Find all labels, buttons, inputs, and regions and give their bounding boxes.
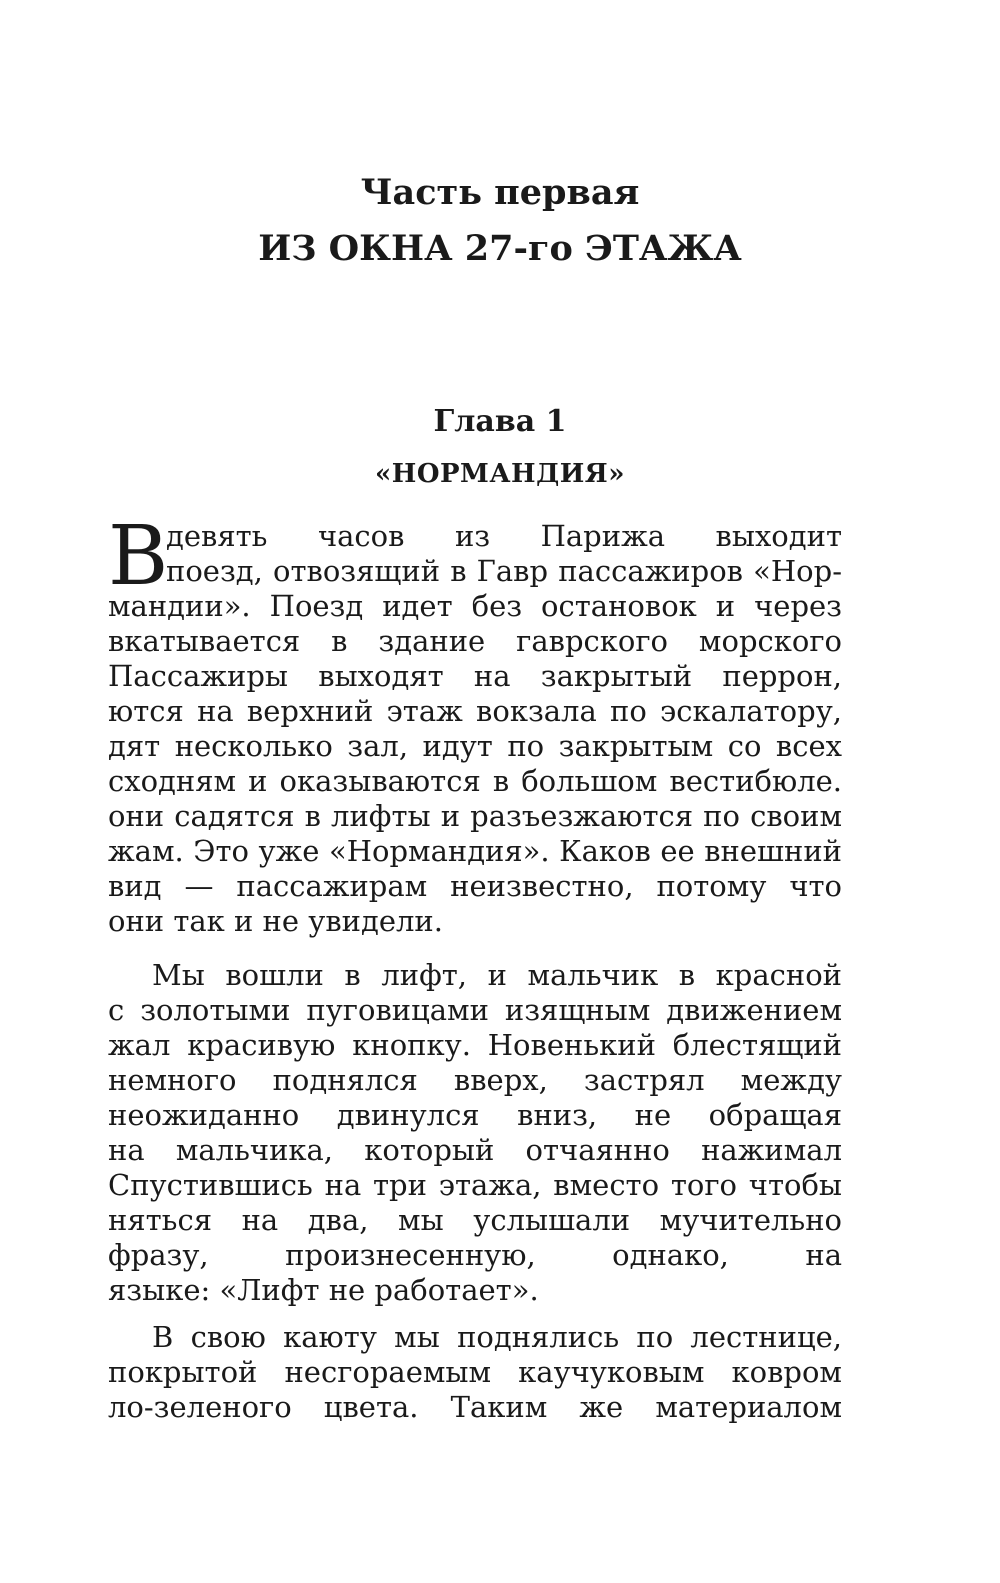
text-line: Мы вошли в лифт, и мальчик в красной [152, 958, 842, 992]
text-line: В свою каюту мы поднялись по лестнице, [152, 1320, 842, 1354]
paragraph-2 [108, 958, 842, 1308]
text-line: ло-зеленого цвета. Таким же материалом [108, 1390, 842, 1424]
text-line: девять часов из Парижа выходит [166, 519, 842, 553]
text-line: немного поднялся вверх, застрял между [108, 1063, 842, 1097]
text-line: они садятся в лифты и разъезжаются по своим [108, 799, 842, 833]
part-label: Часть первая [360, 172, 640, 213]
text-line: фразу, произнесенную, однако, на [108, 1238, 842, 1272]
text-line: с золотыми пуговицами изящным движением [108, 993, 842, 1027]
text-line: сходням и оказываются в большом вестибюле. [108, 764, 842, 798]
text-line: жам. Это уже «Нормандия». Каков ее внешний [108, 834, 842, 868]
text-line: они так и не увидели. [108, 904, 443, 938]
text-line: няться на два, мы услышали мучительно [108, 1203, 842, 1237]
chapter-label: Глава 1 [433, 404, 567, 439]
paragraph-3 [108, 1320, 842, 1425]
text-line: вид — пассажирам неизвестно, потому что [108, 869, 842, 903]
text-line: дят несколько зал, идут по закрытым со всех [108, 729, 842, 763]
text-line: языке: «Лифт не работает». [108, 1273, 539, 1307]
text-line: на мальчика, который отчаянно нажимал [108, 1133, 842, 1167]
drop-cap: В [108, 509, 169, 604]
text-line: ются на верхний этаж вокзала по эскалатору, [108, 694, 842, 728]
text-line: вкатывается в здание гаврского морского [108, 624, 842, 658]
paragraph-1 [108, 509, 842, 939]
text-line: мандии». Поезд идет без остановок и через [108, 589, 842, 623]
chapter-title: «НОРМАНДИЯ» [375, 459, 625, 489]
text-line: неожиданно двинулся вниз, не обращая [108, 1098, 842, 1132]
text-line: поезд, отвозящий в Гавр пассажиров «Нор- [166, 554, 842, 588]
text-line: Пассажиры выходят на закрытый перрон, [108, 659, 842, 693]
text-line: покрытой несгораемым каучуковым ковром [108, 1355, 842, 1389]
part-title: ИЗ ОКНА 27-го ЭТАЖА [258, 228, 742, 269]
text-line: Спустившись на три этажа, вместо того чтобы [108, 1168, 842, 1202]
text-line: жал красивую кнопку. Новенький блестящий [108, 1028, 842, 1062]
